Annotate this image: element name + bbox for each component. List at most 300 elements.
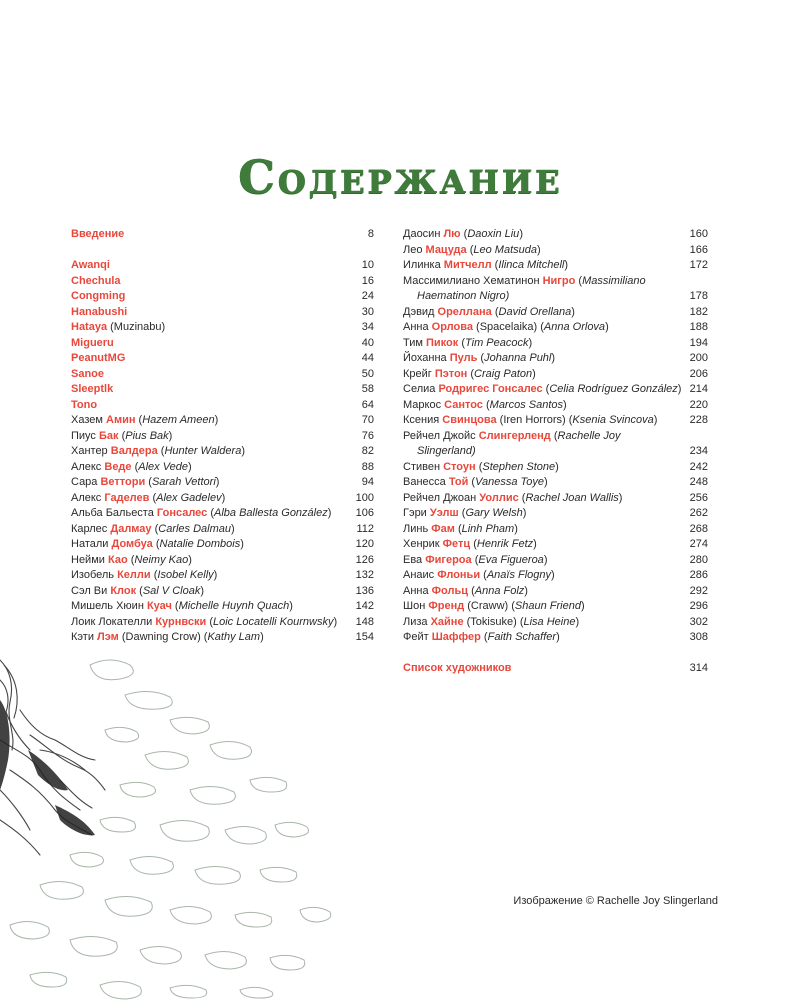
artist-first-name: Хазем	[71, 414, 106, 426]
page-number: 274	[689, 538, 708, 550]
artist-name: Hanabushi	[71, 305, 128, 318]
paren-close: )	[536, 243, 541, 256]
page-number: 214	[689, 383, 708, 395]
artist-first-name: Крейг	[403, 367, 435, 380]
toc-entry-text	[71, 537, 250, 553]
toc-entry-text	[403, 274, 652, 305]
toc-entry-text	[71, 491, 231, 507]
artist-alias: (	[458, 507, 466, 519]
artist-latin-name: Kathy Lam	[207, 631, 261, 643]
artist-name: Фетц	[442, 538, 471, 550]
page-number: 256	[689, 491, 708, 504]
paren-close: )	[522, 507, 527, 519]
paren-close: )	[653, 414, 658, 426]
artist-first-name: Изобель	[71, 569, 118, 581]
artist-latin-name: Rachel Joan Wallis	[525, 491, 619, 504]
artist-name: Бак	[98, 429, 119, 442]
artist-name: Далмау	[110, 522, 152, 535]
artist-name: Список художников	[403, 662, 512, 674]
toc-entry[interactable]	[403, 336, 708, 352]
artist-name: Нигро	[542, 274, 576, 287]
toc-entry[interactable]	[71, 491, 374, 507]
page-number: 106	[355, 507, 374, 519]
page-number: 200	[689, 352, 708, 364]
artist-name: Chechula	[71, 274, 121, 287]
page-number: 148	[355, 615, 374, 628]
artist-latin-name: Pius Bak	[125, 429, 169, 442]
paren-close: )	[289, 600, 293, 612]
toc-entry[interactable]	[403, 305, 708, 321]
page-number: 286	[689, 569, 708, 581]
page-number: 120	[355, 538, 374, 550]
artist-alias: (	[207, 507, 214, 519]
paren-close: )	[564, 259, 569, 271]
artist-name: Орлова	[431, 321, 473, 333]
toc-entry-text	[403, 243, 547, 259]
toc-entry-text	[71, 630, 270, 646]
artist-alias: (	[477, 352, 485, 364]
page-number: 76	[361, 429, 374, 442]
artist-latin-name: Leo Matsuda	[473, 243, 537, 256]
artist-alias: (	[491, 305, 499, 318]
toc-entry-text	[71, 413, 224, 429]
artist-name: Лэм	[97, 631, 119, 643]
artist-latin-name: Celia Rodríguez González	[549, 383, 678, 395]
toc-entry[interactable]	[71, 522, 374, 538]
artist-latin-name: Lisa Heine	[523, 615, 576, 628]
toc-entry-text	[403, 537, 543, 553]
artist-name: Гаделев	[104, 491, 150, 504]
toc-entry-text	[71, 258, 116, 274]
toc-entry-text	[403, 305, 581, 321]
page-number: 100	[355, 491, 374, 504]
toc-entry[interactable]	[403, 398, 708, 414]
paren-close: )	[231, 522, 235, 535]
artist-latin-name: Michelle Huynh Quach	[178, 600, 290, 612]
artist-alias: (	[127, 553, 135, 566]
artist-alias: (	[206, 615, 213, 628]
artist-alias: (	[470, 538, 477, 550]
paren-close: )	[200, 584, 204, 597]
artist-first-name: Селиа	[403, 383, 439, 395]
toc-entry[interactable]	[403, 615, 708, 631]
toc-entry[interactable]	[403, 460, 708, 476]
toc-entry-text	[403, 258, 574, 274]
artist-latin-name: Linh Pham	[461, 522, 515, 535]
artist-first-name: Стивен	[403, 460, 444, 473]
artist-first-name: Рейчел Джоан	[403, 491, 480, 504]
toc-entry-text	[403, 630, 566, 646]
page-number: 234	[689, 445, 708, 457]
toc-entry-text	[71, 615, 343, 631]
artist-first-name: Массимилиано Хематинон	[403, 274, 543, 287]
artist-latin-name: Anaïs Flogny	[486, 569, 552, 581]
toc-entry-text	[403, 460, 565, 476]
toc-entry[interactable]	[71, 568, 374, 584]
artist-alias: (	[575, 274, 583, 287]
toc-entry[interactable]	[403, 382, 708, 398]
artist-first-name: Йоханна	[403, 352, 450, 364]
page-number: 160	[689, 228, 708, 240]
page-number: 242	[689, 460, 708, 473]
toc-entry-text	[71, 336, 120, 352]
toc-entry[interactable]	[71, 289, 374, 305]
page-number: 94	[361, 476, 374, 488]
paren-close: )	[168, 429, 173, 442]
artist-alias: (	[454, 522, 462, 535]
paren-close: )	[532, 367, 536, 380]
paren-close: )	[188, 460, 192, 473]
artist-alias: (	[458, 336, 465, 349]
paren-close: )	[519, 228, 523, 240]
artist-name: Гонсалес	[156, 507, 208, 519]
artist-first-name: Ксения	[403, 414, 443, 426]
artist-first-name: Карлес	[71, 522, 111, 535]
artist-first-name: Шон	[403, 600, 429, 612]
toc-entry-text	[71, 553, 198, 569]
page-number: 182	[689, 305, 708, 318]
artist-name: Hataya	[71, 321, 108, 333]
toc-entry[interactable]	[71, 258, 374, 274]
toc-entry[interactable]	[71, 367, 374, 383]
artist-name: Свинцова	[442, 414, 497, 426]
toc-entry[interactable]	[403, 258, 708, 274]
artist-name: Sanoe	[71, 367, 105, 380]
paren-close: )	[221, 491, 226, 504]
toc-entry[interactable]	[71, 274, 374, 290]
toc-entry-text	[71, 444, 251, 460]
page-number: 10	[361, 259, 374, 271]
artist-first-name: Анна	[403, 321, 432, 333]
artist-name: Родригес Гонсалес	[438, 383, 543, 395]
page-number: 8	[367, 228, 374, 240]
artist-name: Awanqi	[71, 259, 110, 271]
toc-entry-text	[403, 320, 615, 336]
toc-entry-text	[71, 475, 225, 491]
toc-entry-text	[403, 584, 534, 600]
artist-first-name: Сара	[71, 476, 101, 488]
artist-first-name: Ева	[403, 553, 426, 566]
toc-entry[interactable]	[403, 537, 708, 553]
toc-entry[interactable]	[403, 227, 708, 243]
paren-close: )	[575, 615, 580, 628]
toc-entry[interactable]	[71, 305, 374, 321]
page-number: 292	[689, 584, 708, 597]
toc-entry-text	[71, 382, 119, 398]
toc-left-column	[71, 227, 374, 646]
artist-name: Пуль	[449, 352, 478, 364]
artist-alias: (Muzinabu)	[107, 321, 166, 333]
artist-first-name: Хенрик	[403, 538, 443, 550]
page-number: 142	[355, 600, 374, 612]
artist-first-name: Кэти	[71, 631, 98, 643]
artist-first-name: Сэл Ви	[71, 584, 111, 597]
toc-entry[interactable]	[71, 227, 374, 243]
page-number: 228	[689, 414, 708, 426]
artist-alias: (	[151, 522, 159, 535]
toc-entry[interactable]	[403, 522, 708, 538]
artist-first-name: Ванесса	[403, 476, 449, 488]
artist-alias: (	[131, 460, 139, 473]
artist-first-name: Хантер	[71, 445, 111, 457]
artist-latin-name: Hazem Ameen	[142, 414, 215, 426]
artist-latin-name: Ilinca Mitchell	[498, 259, 565, 271]
paren-close: )	[563, 398, 567, 411]
artist-name: Домбуа	[111, 538, 153, 550]
toc-entry[interactable]	[403, 491, 708, 507]
artist-name: Куач	[146, 600, 172, 612]
artist-name: Флоньи	[437, 569, 481, 581]
page-number: 314	[689, 662, 708, 674]
page-number: 188	[689, 321, 708, 333]
artist-alias: (	[460, 228, 468, 240]
artist-name: Френд	[428, 600, 465, 612]
artist-first-name: Фейт	[403, 631, 432, 643]
artist-first-name: Алекс	[71, 491, 105, 504]
page-number: 296	[689, 600, 708, 612]
toc-entry-text	[403, 351, 561, 367]
artist-latin-name: Rachelle Joy	[557, 429, 621, 442]
artist-alias: (	[150, 569, 158, 581]
artist-name: Congming	[71, 290, 126, 302]
toc-entry[interactable]	[403, 274, 708, 305]
page-number: 88	[361, 460, 374, 473]
page-title: Содержание	[237, 150, 563, 204]
artist-alias: (	[518, 491, 526, 504]
artist-latin-name: Carles Dalmau	[158, 522, 232, 535]
toc-entry[interactable]	[71, 553, 374, 569]
artist-alias: (	[466, 243, 474, 256]
paren-close: )	[551, 569, 555, 581]
toc-entry[interactable]	[71, 429, 374, 445]
page-number: 154	[355, 631, 374, 643]
artist-latin-name: Anna Folz	[474, 584, 525, 597]
artist-name: Амин	[106, 414, 136, 426]
paren-close: )	[214, 414, 219, 426]
page-number: 70	[361, 414, 374, 426]
artist-latin-name: Isobel Kelly	[157, 569, 214, 581]
toc-entry[interactable]	[403, 243, 708, 259]
artist-latin-name: Johanna Puhl	[484, 352, 552, 364]
toc-entry[interactable]	[403, 475, 708, 491]
artist-latin-name: Sal V Cloak	[142, 584, 201, 597]
artist-alias: (	[135, 414, 143, 426]
paren-close: )	[571, 305, 575, 318]
toc-entry[interactable]	[71, 475, 374, 491]
artist-latin-name: Stephen Stone	[482, 460, 556, 473]
toc-entry[interactable]	[403, 584, 708, 600]
artist-alias: (Craww) (	[464, 600, 515, 612]
artist-name: Мацуда	[425, 243, 467, 256]
artist-name: Клок	[110, 584, 137, 597]
artist-name: Уоллис	[479, 491, 519, 504]
artist-name: Слингерленд	[478, 429, 551, 442]
toc-entry[interactable]	[403, 351, 708, 367]
artist-name: Migueru	[71, 336, 114, 349]
artist-latin-name: Massimiliano	[582, 274, 646, 287]
toc-entry-text	[71, 398, 103, 414]
toc-entry[interactable]	[71, 630, 374, 646]
artist-first-name: Мишель Хюин	[71, 600, 147, 612]
paren-close: )	[551, 352, 556, 364]
page-number: 64	[361, 398, 374, 411]
page-number: 220	[689, 398, 708, 411]
toc-entry[interactable]	[71, 320, 374, 336]
artist-alias: (	[157, 445, 165, 457]
artist-latin-name: Shaun Friend	[514, 600, 581, 612]
artist-name: Као	[107, 553, 128, 566]
paren-close: )	[605, 321, 609, 333]
toc-entry[interactable]	[71, 599, 374, 615]
toc-entry-text	[71, 429, 178, 445]
toc-entry-text	[71, 522, 241, 538]
artist-first-name: Рейчел Джойс	[403, 429, 479, 442]
toc-entry[interactable]	[403, 320, 708, 336]
page-number: 82	[361, 445, 374, 457]
toc-entry[interactable]	[71, 444, 374, 460]
toc-entry-text	[71, 568, 223, 584]
page-number: 280	[689, 553, 708, 566]
toc-entry[interactable]	[403, 429, 708, 460]
toc-entry-text	[403, 506, 532, 522]
toc-entry[interactable]	[71, 615, 374, 631]
paren-close: )	[618, 491, 623, 504]
toc-entry[interactable]	[403, 630, 708, 646]
artist-alias: (	[475, 460, 483, 473]
toc-entry[interactable]	[71, 584, 374, 600]
artist-first-name: Маркос	[403, 398, 445, 411]
artist-alias: (	[136, 584, 143, 597]
artist-alias: (	[542, 383, 550, 395]
page-number: 34	[361, 321, 374, 333]
toc-entry[interactable]	[71, 382, 374, 398]
toc-entry[interactable]	[403, 599, 708, 615]
artist-latin-name: Hunter Waldera	[164, 445, 242, 457]
paren-close: )	[333, 615, 338, 628]
artist-latin-name: Sarah Vettori	[151, 476, 216, 488]
artist-alias: (Dawning Crow) (	[118, 631, 208, 643]
artist-latin-name: Marcos Santos	[489, 398, 564, 411]
toc-entry-text	[71, 367, 110, 383]
artist-latin-name: Craig Paton	[474, 367, 533, 380]
artist-name: Валдера	[110, 445, 158, 457]
toc-entry-text	[71, 351, 131, 367]
artist-latin-name: Neimy Kao	[134, 553, 189, 566]
toc-entry[interactable]	[71, 413, 374, 429]
toc-entry-text	[71, 506, 337, 522]
toc-entry-text	[71, 305, 133, 321]
toc-entry[interactable]	[71, 460, 374, 476]
paren-close: )	[327, 507, 332, 519]
artist-alias: (	[480, 569, 487, 581]
toc-entry[interactable]	[71, 537, 374, 553]
artist-name: Стоун	[443, 460, 476, 473]
artist-latin-name: Gary Welsh	[465, 507, 523, 519]
artist-alias: (Iren Horrors) (	[496, 414, 573, 426]
artist-alias: (	[468, 584, 475, 597]
toc-entry[interactable]	[403, 506, 708, 522]
artist-alias: (	[550, 429, 558, 442]
artist-name: Веттори	[100, 476, 146, 488]
toc-entry-text	[71, 320, 171, 336]
artist-name: Сантос	[444, 398, 483, 411]
artist-latin-name: David Orellana	[498, 305, 572, 318]
artist-alias: (	[491, 259, 499, 271]
toc-entry-text	[403, 568, 561, 584]
toc-entry-text	[403, 336, 538, 352]
artist-alias: (	[118, 429, 126, 442]
paren-close: )	[543, 476, 548, 488]
page-number: 58	[361, 383, 374, 395]
artist-latin-name: Natalie Dombois	[159, 538, 241, 550]
page-number: 178	[689, 290, 708, 302]
paren-close: )	[240, 538, 244, 550]
toc-entry[interactable]	[403, 553, 708, 569]
toc-entry[interactable]	[403, 661, 708, 677]
toc-entry-text	[71, 460, 198, 476]
page-number: 248	[689, 476, 708, 488]
toc-entry-text	[403, 661, 517, 677]
toc-entry[interactable]	[403, 367, 708, 383]
artist-alias: (	[149, 491, 157, 504]
artist-first-name: Тим	[403, 336, 426, 349]
toc-entry-text	[403, 615, 585, 631]
artist-latin-name: Alex Gadelev	[156, 491, 222, 504]
paren-close: )	[580, 600, 585, 612]
toc-entry[interactable]	[71, 506, 374, 522]
artist-first-name: Нейми	[71, 553, 108, 566]
toc-entry-text	[403, 227, 529, 243]
artist-name: Фольц	[431, 584, 469, 597]
image-credit: Изображение © Rachelle Joy Slingerland	[513, 895, 718, 907]
toc-entry[interactable]	[403, 413, 708, 429]
artist-latin-name-cont: Haematinon Nigro)	[417, 290, 510, 302]
artist-first-name: Лоик Локателли	[71, 615, 156, 628]
toc-entry[interactable]	[71, 336, 374, 352]
artist-first-name: Алекс	[71, 460, 105, 473]
paren-close: )	[215, 476, 220, 488]
artist-latin-name: Ksenia Svincova	[572, 414, 654, 426]
artist-name: Tono	[71, 398, 98, 411]
artist-name: Шаффер	[431, 631, 481, 643]
paren-close: )	[260, 631, 264, 643]
toc-entry[interactable]	[71, 398, 374, 414]
paren-close: )	[514, 522, 518, 535]
artist-latin-name: Vanessa Toye	[475, 476, 544, 488]
toc-entry[interactable]	[403, 568, 708, 584]
page-number: 308	[689, 631, 708, 643]
artist-first-name: Илинка	[403, 259, 444, 271]
artist-name: Хайне	[430, 615, 464, 628]
toc-entry-text	[403, 398, 573, 414]
artist-name: Пэтон	[434, 367, 468, 380]
artist-alias: (	[467, 367, 475, 380]
paren-close: )	[556, 631, 560, 643]
page-number: 50	[361, 367, 374, 380]
artist-latin-name: Alba Ballesta González	[214, 507, 328, 519]
page-number: 268	[689, 522, 708, 535]
artist-name: Фам	[431, 522, 455, 535]
artist-latin-name: Tim Peacock	[465, 336, 529, 349]
toc-entry[interactable]	[71, 351, 374, 367]
artist-alias: (Spacelaika) (	[472, 321, 544, 333]
artist-name: Келли	[117, 569, 151, 581]
page-number: 16	[361, 274, 374, 287]
artist-latin-name: Loic Locatelli Kournwsky	[213, 615, 334, 628]
paren-close: )	[677, 383, 682, 395]
artist-alias: (Tokisuke) (	[463, 615, 524, 628]
artist-latin-name: Eva Figueroa	[478, 553, 544, 566]
